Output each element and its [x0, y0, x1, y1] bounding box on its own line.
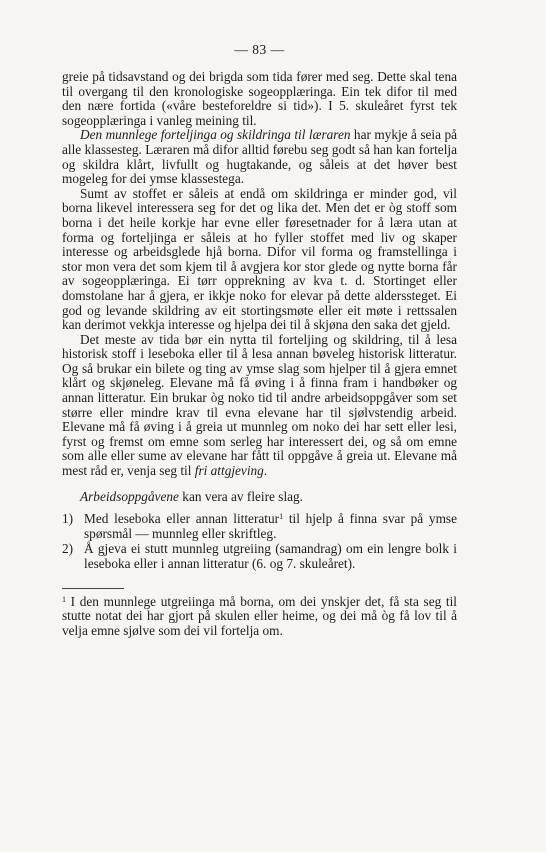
footnote-reference: 1	[279, 512, 284, 522]
list-item	[62, 512, 457, 541]
list-item-number: 1)	[62, 511, 74, 527]
paragraph-5	[62, 490, 457, 505]
list-item-text-rest: til hjelp å finna svar på ymse spørsmål — munnleg eller skriftleg.	[84, 511, 457, 541]
paragraph-3: Sumt av stoffet er såleis at endå om skildringa er minder god, vil borna likevel interessera seg for det og lika det. Men det er òg stoff som borna i det heile korkje har evne eller føresetnader for å læra utan at forma og forteljinga er såleis at ho fyller stoffet med liv og skaper interesse og arbeidsglede hjå borna. Difor vil forma og framstellinga i stor mon vera det som kjem til å avgjera kor stor glede og nytte borna får av sogeopplæringa. Ei tørr opprekning av kva t. d. Stortinget eller domstolane har å gjera, er ikkje noko for elevar på dette alderssteget. Ei god og levande skildring av eit stortingsmøte eller eit møte i rettssalen kan derimot vekkja interesse og hjelpa dei til å skjøna den saka det gjeld.	[62, 185, 457, 333]
paragraph-1: greie på tidsavstand og dei brigda som tida fører med seg. Dette skal tena til overgang til den kronologiske sogeopplæringa. Ein tek difor til med den nære fortida («våre besteforeldre si tid»). I 5. skuleåret fyrst tek sogeopplæringa i vanleg meining til.	[62, 69, 457, 128]
footnote-text: I den munnlege utgreiinga må borna, om dei ynskjer det, få sta seg til stutte notat dei har gjort på skulen eller heime, og dei må òg få lov til å velja emne sjølve som dei vil fortelja om.	[62, 593, 457, 638]
paragraph-2-text: har mykje å seia på alle klassesteg. Læraren må difor alltid førebu seg godt så han kan fortelja og skildra klårt, livfullt og hugtakande, og såleis at det høver best mogeleg for dei ymse klassestega.	[62, 127, 457, 187]
task-list	[62, 512, 457, 571]
paragraph-5-text: kan vera av fleire slag.	[178, 488, 304, 504]
book-page	[62, 42, 457, 638]
paragraph-5-italic-lead: Arbeidsoppgåvene	[80, 488, 179, 504]
paragraph-4-italic-term: fri attgjeving	[194, 463, 264, 479]
paragraph-2	[62, 128, 457, 186]
list-item-number: 2)	[62, 541, 74, 557]
paragraph-2-italic-lead: Den munnlege forteljinga og skildringa til læraren	[80, 127, 351, 143]
paragraph-4-text: Det meste av tida bør ein nytta til forteljing og skildring, til å lesa historisk stoff i leseboka eller til å lesa annan bøveleg historisk litteratur. Og så brukar ein bilete og ting av ymse slag som hjelper til å gjera emnet klårt og skjøneleg. Elevane må få øving i å finna fram i handbøker og annan litteratur. Ein brukar òg noko tid til andre arbeidsoppgåver som set større eller mindre krav til evna elevane har til sjølvstendig arbeid. Elevane må få øving i å greia ut munnleg om noko dei har sett eller lesi, fyrst og fremst om emne som serleg har interessert dei, og så om emne som alle eller sume av elevane har fått til oppgåve å greia ut. Elevane må mest råd er, venja seg til	[62, 331, 457, 479]
body-text	[62, 70, 457, 638]
footnote	[62, 595, 457, 639]
list-item-text: Å gjeva ei stutt munnleg utgreiing (samandrag) om ein lengre bolk i leseboka eller i annan litteratur (6. og 7. skuleåret).	[84, 541, 457, 571]
list-item-text	[84, 512, 457, 541]
footnote-divider	[62, 588, 124, 589]
paragraph-4	[62, 333, 457, 479]
footnote-mark: 1	[62, 594, 66, 604]
list-item-text-main: Med leseboka eller annan litteratur	[84, 511, 280, 527]
paragraph-4-end: .	[263, 463, 268, 479]
list-item	[62, 542, 457, 571]
page-number: — 83 —	[234, 42, 285, 57]
